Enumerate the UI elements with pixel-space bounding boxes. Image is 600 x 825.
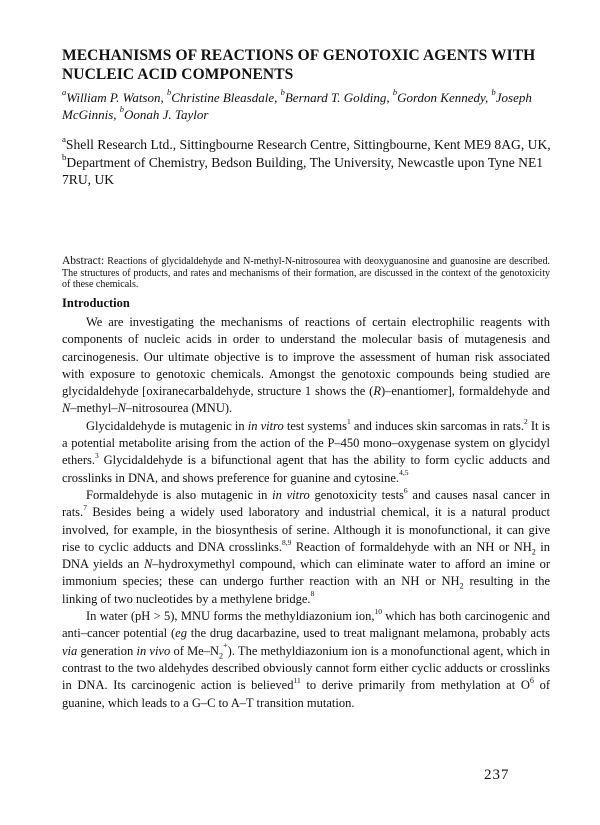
text-run: –hydroxymethyl compound, which can eliminate water to afford an imine or immonium species; these can undergo further reaction with an NH or NH: [62, 557, 550, 589]
text-run: It is a potential metabolite arising from the action of the P–450 mono–oxygenase system on glycidyl ethers.: [62, 418, 550, 468]
paragraph-2: [62, 418, 550, 487]
italic-text: N: [143, 557, 153, 572]
abstract: [62, 256, 550, 291]
author-name: Christine Bleasdale,: [171, 90, 281, 105]
reference-marker: 4,5: [399, 468, 409, 478]
italic-text: in vitro: [247, 418, 284, 433]
italic-text: in vitro: [272, 487, 310, 502]
italic-text: eg: [175, 626, 187, 641]
affil-marker: a: [62, 134, 66, 145]
text-run: in DNA yields an: [62, 539, 550, 572]
affil-marker: a: [62, 87, 67, 98]
affiliation-shell: Shell Research Ltd., Sittingbourne Research Centre, Sittingbourne, Kent ME9 8AG, UK,: [65, 137, 551, 152]
text-run: )–enantiomer], formaldehyde and: [380, 384, 550, 399]
text-run: of guanine, which leads to a G–C to A–T transition mutation.: [62, 678, 550, 710]
reference-marker: 7: [83, 502, 87, 512]
text-run: Besides being a widely used laboratory and industrial chemical, it is a natural product involved, for example, in the biosynthesis of serine. Although it is monofunctional, it can give rise to cyclic adducts and DNA crosslinks.: [62, 505, 550, 554]
text-run: the drug dacarbazine, used to treat malignant melamona, probably acts: [186, 626, 550, 641]
superscript: 6: [529, 675, 534, 685]
abstract-text: Reactions of glycidaldehyde and N-methyl-N-nitrosourea with deoxyguanosine and guanosine are described. The structures of products, and rates and mechanisms of their formation, are discussed in the context of the genotoxicity of these chemicals.: [62, 256, 550, 290]
paragraph-1: [62, 314, 550, 418]
reference-marker: 8: [310, 589, 315, 599]
text-run: generation: [77, 643, 137, 658]
subscript: 2: [531, 547, 536, 557]
affil-marker: b: [62, 151, 67, 162]
affil-marker: b: [392, 87, 398, 98]
author-name: Oonah J. Taylor: [124, 107, 209, 122]
reference-marker: 6: [403, 485, 408, 495]
text-run: Glycidaldehyde is mutagenic in: [86, 418, 248, 433]
text-run: and induces skin sarcomas in rats.: [350, 418, 524, 433]
italic-text: N: [62, 401, 71, 416]
section-heading-introduction: Introduction: [62, 296, 130, 310]
italic-text: N: [117, 401, 126, 416]
affil-marker: b: [280, 87, 285, 98]
reference-marker: 1: [347, 416, 351, 426]
affiliations: [62, 136, 558, 189]
italic-text: R: [373, 384, 381, 399]
text-run: ). The methyldiazonium ion is a monofunctional agent, which in contrast to the two aldehydes described obviously cannot form either cyclic adducts or crosslinks in DNA. Its carcinogenic action is believed: [62, 643, 551, 693]
author-name: Bernard T. Golding,: [284, 90, 393, 105]
text-run: which has both carcinogenic and anti–cancer potential (: [62, 609, 550, 641]
subscript: 2: [459, 581, 464, 591]
paragraph-4: [62, 608, 550, 712]
text-run: Reaction of formaldehyde with an NH or NH: [291, 539, 532, 554]
superscript: +: [223, 641, 228, 651]
text-run: and causes nasal cancer in rats.: [62, 487, 551, 520]
title-line-1: MECHANISMS OF REACTIONS OF GENOTOXIC AGENTS WITH: [62, 47, 536, 64]
text-run: In water (pH > 5), MNU forms the methyldiazonium ion,: [86, 609, 375, 624]
author-list: [62, 89, 554, 123]
affil-marker: b: [167, 87, 172, 98]
reference-marker: 10: [374, 606, 382, 616]
text-run: test systems: [283, 418, 347, 433]
reference-marker: 11: [293, 675, 301, 685]
text-run: –nitrosourea (MNU).: [125, 401, 233, 416]
author-name: William P. Watson,: [66, 90, 167, 105]
paragraph-3: [62, 487, 550, 608]
text-run: resulting in the linking of two nucleotides by a methylene bridge.: [62, 574, 550, 606]
text-run: Glycidaldehyde is a bifunctional agent that has the ability to form cyclic adducts and crosslinks in DNA, and shows preference for guanine and cytosine.: [62, 453, 550, 485]
affil-marker: b: [491, 87, 496, 98]
affiliation-newcastle: Department of Chemistry, Bedson Building, The University, Newcastle upon Tyne NE1 7RU, UK: [62, 154, 544, 187]
body-text: [62, 314, 550, 712]
author-name: Joseph McGinnis,: [62, 90, 532, 122]
paper-title: [62, 46, 552, 84]
text-run: Formaldehyde is also mutagenic in: [86, 487, 273, 502]
reference-marker: 2: [524, 416, 528, 426]
page-number: 237: [484, 767, 510, 783]
reference-marker: 3: [94, 451, 99, 461]
affil-marker: b: [119, 104, 124, 115]
text-run: –methyl–: [70, 401, 118, 416]
title-line-2: NUCLEIC ACID COMPONENTS: [62, 66, 294, 83]
italic-text: via: [62, 643, 78, 658]
abstract-label: Abstract:: [62, 255, 105, 267]
author-name: Gordon Kennedy,: [397, 90, 492, 105]
reference-marker: 8,9: [282, 537, 292, 547]
subscript: 2: [219, 651, 224, 661]
text-run: genotoxicity tests: [309, 487, 404, 502]
italic-text: in vivo: [136, 643, 171, 658]
text-run: to derive primarily from methylation at O: [300, 678, 530, 693]
text-run: of Me–N: [170, 643, 220, 658]
text-run: We are investigating the mechanisms of reactions of certain electrophilic reagents with components of nucleic acids in order to understand the molecular basis of mutagenesis and carcinogenesis. Our ultimate objective is to improve the assessment of human risk associated with exposure to genotoxic chemicals. Amongst the genotoxic compounds being studied are glycidaldehyde [oxiranecarbaldehyde, structure 1 shows the (: [62, 315, 550, 399]
